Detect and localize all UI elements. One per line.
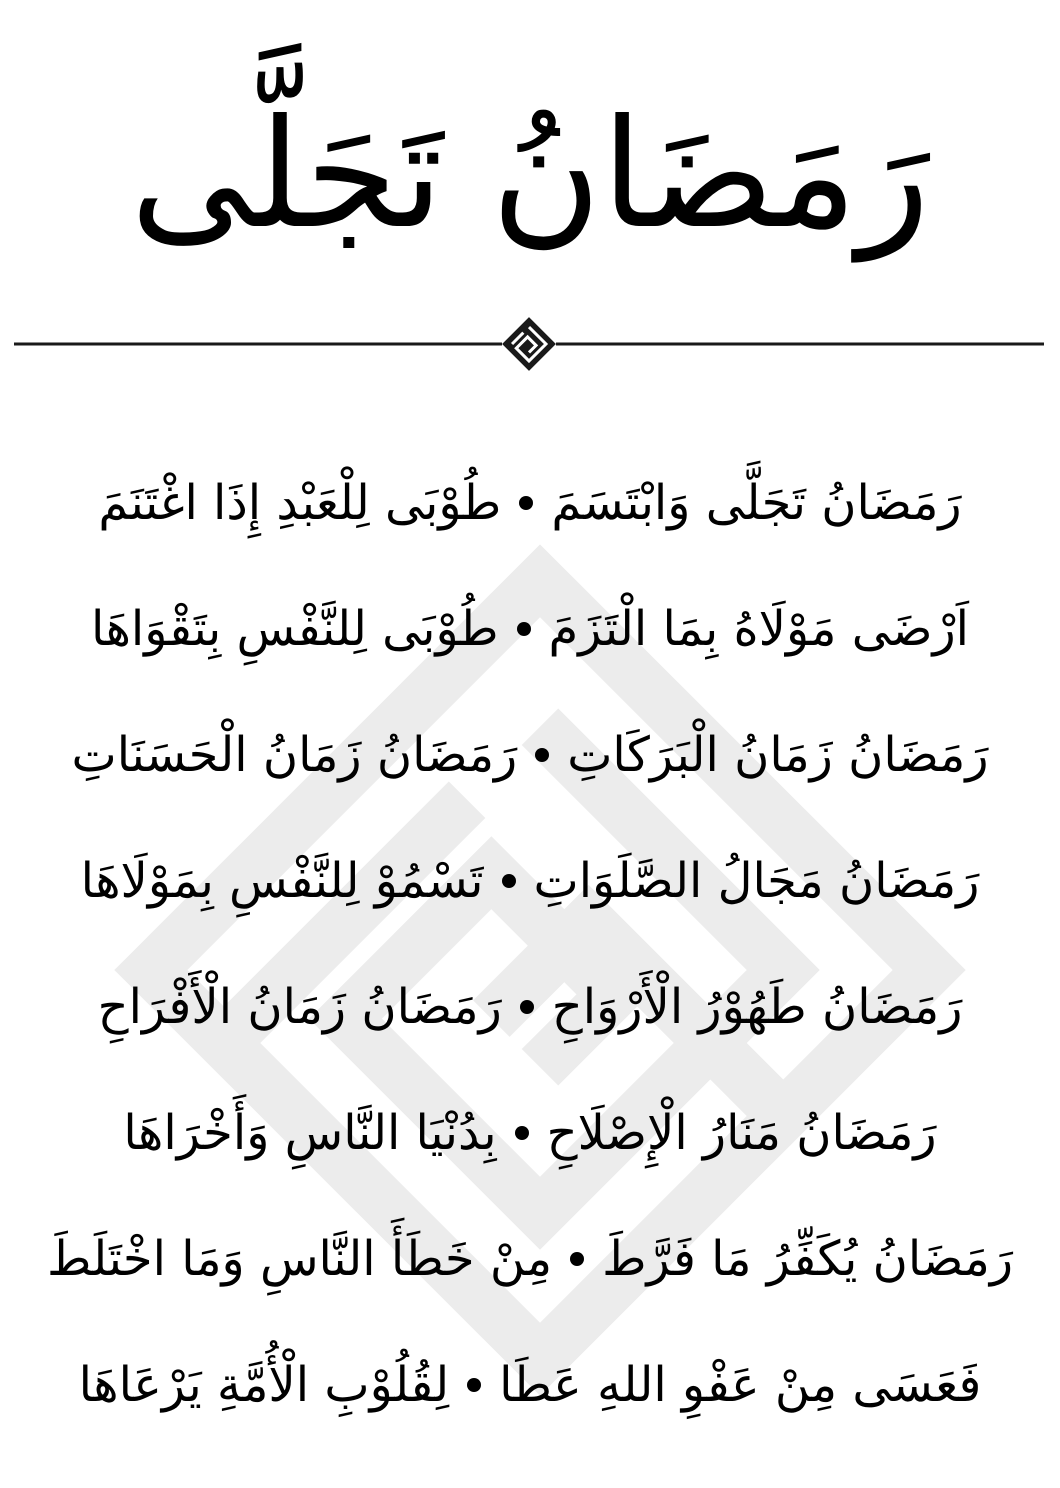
verse-right-half: رَمَضَانُ مَنَارُ الْإِصْلَاحِ: [546, 1105, 937, 1161]
poem-verses: [20, 440, 1040, 1448]
verse-left-half: تَسْمُوْ لِلنَّفْسِ بِمَوْلَاهَا: [80, 853, 484, 909]
verse-left-half: مِنْ خَطَأَ النَّاسِ وَمَا اخْتَلَطَ: [46, 1231, 553, 1287]
verse-right-half: رَمَضَانُ طَهُوْرُ الْأَرْوَاحِ: [551, 979, 963, 1035]
verse-left-half: طُوْبَى لِلنَّفْسِ بِتَقْوَاهَا: [90, 601, 499, 657]
verse-left-half: طُوْبَى لِلْعَبْدِ إِذَا اغْتَنَمَ: [98, 475, 502, 531]
verse-left-half: لِقُلُوْبِ الْأُمَّةِ يَرْعَاهَا: [78, 1357, 450, 1413]
verse-left-half: رَمَضَانُ زَمَانُ الْحَسَنَاتِ: [71, 727, 518, 783]
verse-right-half: رَمَضَانُ تَجَلَّى وَابْتَسَمَ: [551, 475, 962, 531]
verse-line: [20, 692, 1040, 818]
bullet-separator-icon: [535, 748, 549, 762]
bullet-separator-icon: [520, 1000, 534, 1014]
bullet-separator-icon: [519, 496, 533, 510]
verse-right-half: فَعَسَى مِنْ عَفْوِ اللهِ عَطَا: [499, 1357, 982, 1413]
kufic-knot-diamond-icon: [502, 317, 556, 371]
bullet-separator-icon: [515, 1126, 529, 1140]
verse-left-half: بِدُنْيَا النَّاسِ وَأَخْرَاهَا: [123, 1105, 497, 1161]
verse-right-half: رَمَضَانُ زَمَانُ الْبَرَكَاتِ: [567, 727, 989, 783]
bullet-separator-icon: [570, 1252, 584, 1266]
bullet-separator-icon: [467, 1378, 481, 1392]
bullet-separator-icon: [502, 874, 516, 888]
verse-line: [20, 1070, 1040, 1196]
title-divider: [14, 312, 1044, 372]
verse-line: [20, 944, 1040, 1070]
verse-left-half: رَمَضَانُ زَمَانُ الْأَفْرَاحِ: [97, 979, 502, 1035]
verse-line: [20, 818, 1040, 944]
verse-line: [20, 1196, 1040, 1322]
poem-title: رَمَضَانُ تَجَلَّى: [130, 88, 930, 262]
verse-line: [20, 1322, 1040, 1448]
verse-line: [20, 440, 1040, 566]
verse-line: [20, 566, 1040, 692]
verse-right-half: رَمَضَانُ يُكَفِّرُ مَا فَرَّطَ: [602, 1231, 1014, 1287]
bullet-separator-icon: [517, 622, 531, 636]
verse-right-half: رَمَضَانُ مَجَالُ الصَّلَوَاتِ: [533, 853, 980, 909]
verse-right-half: اَرْضَى مَوْلَاهُ بِمَا الْتَزَمَ: [548, 601, 970, 657]
